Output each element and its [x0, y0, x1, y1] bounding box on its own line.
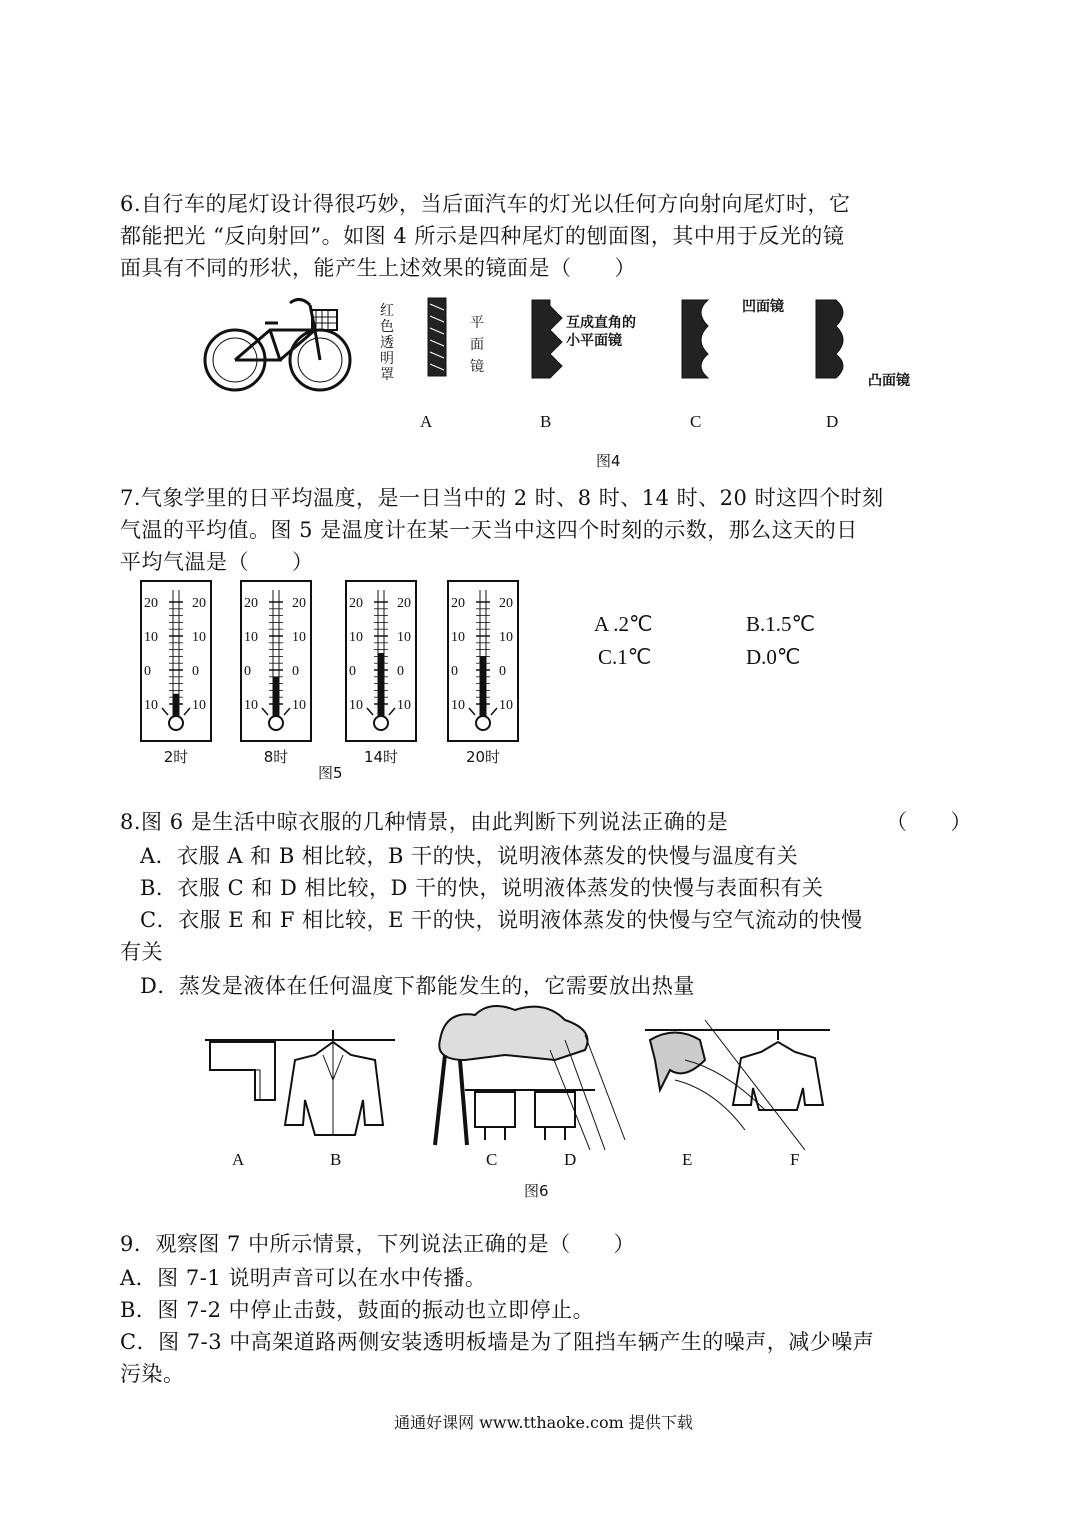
mercury-column [480, 656, 486, 720]
small-plane-label: 小平面镜 [566, 333, 622, 349]
q9-title: 9．观察图 7 中所示情景，下列说法正确的是（ ） [120, 1232, 636, 1256]
scale-label-right: 0 [292, 664, 299, 679]
fig6-label-f: F [790, 1150, 800, 1169]
q7-choice-d: D.0℃ [746, 645, 801, 669]
scale-label-right: 20 [499, 596, 513, 611]
fig6-label-b: B [330, 1150, 342, 1169]
scale-label-left: 20 [244, 596, 258, 611]
q7-line-2: 气温的平均值。图 5 是温度计在某一天当中这四个时刻的示数，那么这天的日 [120, 518, 858, 542]
q8-choice-a: A．衣服 A 和 B 相比较，B 干的快，说明液体蒸发的快慢与温度有关 [140, 844, 799, 868]
figure-6-caption: 图6 [524, 1182, 549, 1200]
q8-answer-paren: （ ） [886, 810, 972, 834]
scale-label-right: 0 [192, 664, 199, 679]
scale-label-left: 0 [244, 664, 251, 679]
scale-label-right: 10 [499, 630, 513, 645]
bicycle-illustration [200, 285, 360, 400]
right-angle-label: 互成直角的 [566, 315, 636, 331]
q8-title: 8.图 6 是生活中晾衣服的几种情景，由此判断下列说法正确的是 [120, 810, 729, 834]
thermometer-1 [140, 580, 212, 770]
scale-label-left: 20 [451, 596, 465, 611]
scale-label-right: 10 [397, 698, 411, 713]
q7-choice-a: A .2℃ [594, 612, 653, 636]
scale-label-left: 10 [349, 630, 363, 645]
scale-label-left: 20 [144, 596, 158, 611]
fig4-option-c: C [690, 412, 702, 431]
clothes-drying-figure [205, 1000, 845, 1150]
scale-label-right: 10 [192, 698, 206, 713]
q7-line-3: 平均气温是（ ） [120, 550, 314, 574]
scale-label-left: 10 [451, 630, 465, 645]
thermometer-time-label: 20时 [465, 748, 501, 766]
q7-choice-c: C.1℃ [598, 645, 652, 669]
scale-label-left: 10 [244, 698, 258, 713]
scale-label-left: 10 [349, 698, 363, 713]
thermometer-time-label: 8时 [263, 748, 289, 766]
mercury-column [378, 653, 384, 720]
convex-mirror-label: 凸面镜 [868, 373, 910, 389]
fig6-label-d: D [564, 1150, 577, 1169]
concave-mirror-label: 凹面镜 [742, 299, 784, 315]
q9-choice-c-cont: 污染。 [120, 1362, 185, 1386]
mirror-c-figure [678, 296, 718, 382]
thermometer-time-label: 2时 [163, 748, 189, 766]
fig4-option-b: B [540, 412, 552, 431]
fig6-label-a: A [232, 1150, 245, 1169]
scale-label-right: 20 [397, 596, 411, 611]
red-cover-label: 红色透明罩 [380, 303, 394, 383]
mirror-b-figure [528, 296, 568, 382]
q6-line-3: 面具有不同的形状，能产生上述效果的镜面是（ ） [120, 256, 636, 280]
scale-label-right: 0 [499, 664, 506, 679]
scale-label-right: 10 [192, 630, 206, 645]
scale-label-left: 10 [451, 698, 465, 713]
footer-source: 通通好课网 www.tthaoke.com 提供下载 [394, 1413, 693, 1432]
scale-label-left: 10 [144, 698, 158, 713]
thermometer-3 [345, 580, 417, 770]
fig4-option-d: D [826, 412, 839, 431]
scale-label-right: 10 [499, 698, 513, 713]
q6-line-1: 6.自行车的尾灯设计得很巧妙，当后面汽车的灯光以任何方向射向尾灯时，它 [120, 192, 851, 216]
q8-choice-b: B．衣服 C 和 D 相比较，D 干的快，说明液体蒸发的快慢与表面积有关 [140, 876, 824, 900]
q7-choice-b: B.1.5℃ [746, 612, 816, 636]
plane-mirror-label: 平面镜 [470, 315, 484, 375]
thermometer-time-label: 14时 [363, 748, 399, 766]
scale-label-right: 10 [292, 698, 306, 713]
q8-choice-c-cont: 有关 [120, 940, 163, 964]
scale-label-right: 20 [292, 596, 306, 611]
q9-choice-a: A．图 7-1 说明声音可以在水中传播。 [120, 1266, 487, 1290]
fig6-label-e: E [682, 1150, 693, 1169]
figure-4-caption: 图4 [596, 452, 621, 470]
q9-choice-c: C．图 7-3 中高架道路两侧安装透明板墙是为了阻挡车辆产生的噪声，减少噪声 [120, 1330, 875, 1354]
scale-label-left: 10 [144, 630, 158, 645]
q9-choice-b: B．图 7-2 中停止击鼓，鼓面的振动也立即停止。 [120, 1298, 595, 1322]
scale-label-left: 0 [349, 664, 356, 679]
figure-5-caption: 图5 [318, 764, 343, 782]
q8-choice-d: D．蒸发是液体在任何温度下都能发生的，它需要放出热量 [140, 974, 695, 998]
scale-label-left: 0 [144, 664, 151, 679]
fig4-option-a: A [420, 412, 433, 431]
scale-label-right: 10 [397, 630, 411, 645]
mirror-a-figure [424, 296, 450, 378]
scale-label-right: 20 [192, 596, 206, 611]
scale-label-left: 0 [451, 664, 458, 679]
q7-line-1: 7.气象学里的日平均温度，是一日当中的 2 时、8 时、14 时、20 时这四个时刻 [120, 486, 884, 510]
scale-label-left: 10 [244, 630, 258, 645]
q6-line-2: 都能把光 “反向射回”。如图 4 所示是四种尾灯的刨面图，其中用于反光的镜 [120, 224, 845, 248]
thermometer-2 [240, 580, 312, 770]
fig6-label-c: C [486, 1150, 498, 1169]
scale-label-right: 10 [292, 630, 306, 645]
thermometer-4 [447, 580, 519, 770]
mirror-d-figure [812, 296, 852, 382]
mercury-column [273, 677, 279, 720]
scale-label-right: 0 [397, 664, 404, 679]
q8-choice-c: C．衣服 E 和 F 相比较，E 干的快，说明液体蒸发的快慢与空气流动的快慢 [140, 908, 863, 932]
scale-label-left: 20 [349, 596, 363, 611]
